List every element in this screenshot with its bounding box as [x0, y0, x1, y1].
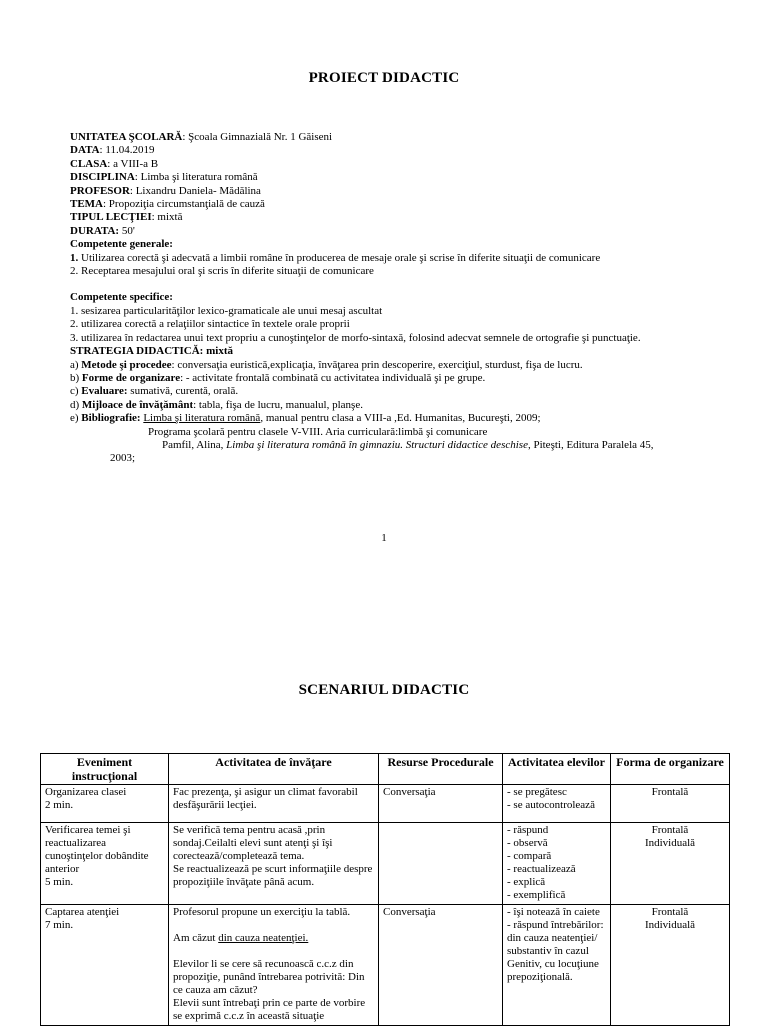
activity-text: Elevii sunt întrebaţi prin ce parte de vorbire se exprimă c.c.z în această situaţie	[173, 997, 366, 1022]
clasa-value: : a VIII-a B	[107, 157, 159, 170]
tipul-label: TIPUL LECŢIEI	[70, 211, 152, 224]
disciplina-value: : Limba şi literatura română	[134, 171, 258, 184]
metode-label: Metode şi procedee	[81, 358, 172, 371]
student-activity: - explică	[507, 876, 546, 888]
event-duration: 5 min.	[45, 876, 74, 888]
resources-cell: Conversaţia	[379, 905, 503, 1026]
student-activity: - observă	[507, 837, 548, 849]
book3-year: 2003;	[110, 452, 136, 465]
bibliografie-label: Bibliografie:	[81, 412, 141, 425]
form-value: Individuală	[644, 837, 696, 849]
evaluare-label: Evaluare:	[81, 385, 128, 398]
activity-example	[173, 932, 374, 945]
student-activity: - exemplifică	[507, 889, 566, 901]
event-cell	[41, 905, 169, 1026]
durata-label: DURATA:	[70, 224, 120, 237]
mijloace-text: : tabla, fişa de lucru, manualul, planşe.	[193, 398, 363, 411]
activity-cell	[169, 785, 379, 823]
unitatea-label: UNITATEA ŞCOLARĂ	[70, 131, 183, 143]
header-activitatea-elevilor: Activitatea elevilor	[503, 754, 611, 785]
event-cell	[41, 785, 169, 823]
scenario-table	[40, 753, 730, 1026]
table-header-row	[41, 754, 730, 785]
data-value: : 11.04.2019	[99, 144, 155, 157]
form-value: Frontală	[651, 786, 689, 798]
header-resurse: Resurse Procedurale	[379, 754, 503, 785]
student-activity: - reactualizează	[507, 863, 576, 875]
clasa-label: CLASA	[70, 157, 108, 170]
cs2-text: 2. utilizarea corectă a relaţiilor sintactice în textele orale proprii	[70, 318, 350, 331]
activity-text: Se verifică tema pentru acasă ,prin sondaj.Ceilalti elevi sunt atenţi şi îşi corectează/completează tema.	[173, 824, 333, 862]
durata-value: 50'	[119, 224, 135, 237]
form-cell	[611, 905, 730, 1026]
activity-text: Elevilor li se cere să recunoască c.c.z din propoziţie, punând întrebarea potrivită: Din ce cauza am căzut?	[173, 958, 365, 996]
book3-rest: , Piteşti, Editura Paralela 45,	[527, 438, 654, 451]
event-name: Organizarea clasei	[45, 786, 127, 798]
event-duration: 7 min.	[45, 919, 74, 931]
c-prefix: c)	[70, 385, 82, 398]
book3-title: Limba şi literatura română în gimnaziu. Structuri didactice deschise	[226, 438, 528, 451]
form-cell	[611, 785, 730, 823]
book1-rest: , manual pentru clasa a VIII-a ,Ed. Humanitas, Bucureşti, 2009;	[260, 412, 541, 425]
cs3-text: 3. utilizarea în redactarea unui text propriu a cunoştinţelor de morfo-sintaxă, folosind adecvat semnele de ortografie şi punctuaţie.	[70, 331, 641, 344]
activity-cell	[169, 905, 379, 1026]
e-prefix: e)	[70, 412, 82, 425]
student-activity: - compară	[507, 850, 552, 862]
example-text: Am căzut	[173, 932, 219, 944]
tema-label: TEMA	[70, 198, 103, 211]
page-title: PROIECT DIDACTIC	[308, 70, 460, 86]
student-activity: - îşi notează în caiete	[507, 906, 600, 918]
resources-cell	[379, 823, 503, 905]
mijloace-label: Mijloace de învăţământ	[81, 398, 194, 411]
student-activity: - se autocontrolează	[507, 799, 595, 811]
header-forma: Forma de organizare	[611, 754, 730, 785]
unitatea-value: : Şcoala Gimnazială Nr. 1 Găiseni	[182, 131, 333, 143]
competente-generale-label: Competente generale:	[70, 238, 173, 251]
forme-text: : - activitate frontală combinată cu activitatea individuală şi pe grupe.	[180, 371, 486, 384]
cg1-text: Utilizarea corectă şi adecvată a limbii române în producerea de mesaje orale şi scrise în diferite situaţii de comunicare	[78, 251, 601, 264]
form-value: Frontală	[651, 824, 689, 836]
strategia-label: STRATEGIA DIDACTICĂ: mixtă	[70, 345, 233, 358]
activity-text: Profesorul propune un exerciţiu la tablă.	[173, 906, 351, 918]
event-cell	[41, 823, 169, 905]
data-label: DATA	[70, 144, 100, 157]
resources-cell: Conversaţia	[379, 785, 503, 823]
students-cell	[503, 905, 611, 1026]
disciplina-label: DISCIPLINA	[70, 171, 135, 184]
table-row	[41, 823, 730, 905]
table-row	[41, 785, 730, 823]
metode-text: : conversaţia euristică,explicaţia, învăţarea prin descoperire, exerciţiul, sturdust, fişa de lucru.	[171, 358, 583, 371]
forme-label: Forme de organizare	[81, 371, 181, 384]
tema-value: : Propoziţia circumstanţială de cauză	[103, 198, 265, 211]
cg1-number: 1.	[70, 251, 79, 264]
student-activity: - se pregătesc	[507, 786, 567, 798]
event-duration: 2 min.	[45, 799, 74, 811]
profesor-value: : Lixandru Daniela- Mădălina	[129, 184, 261, 197]
scenario-title: SCENARIUL DIDACTIC	[298, 682, 470, 698]
form-cell	[611, 823, 730, 905]
lesson-info	[70, 131, 710, 466]
b-prefix: b)	[70, 371, 82, 384]
form-value: Frontală	[651, 906, 689, 918]
cs1-text: 1. sesizarea particularităţilor lexico-gramaticale ale unui mesaj ascultat	[70, 304, 383, 317]
students-cell	[503, 785, 611, 823]
profesor-label: PROFESOR	[70, 184, 130, 197]
students-cell	[503, 823, 611, 905]
student-activity: - răspund	[507, 824, 549, 836]
example-underlined: din cauza neatenţiei.	[218, 932, 309, 944]
header-activitate: Activitatea de învăţare	[169, 754, 379, 785]
page-number: 1	[381, 532, 387, 544]
table-row	[41, 905, 730, 1026]
a-prefix: a)	[70, 358, 82, 371]
cg2-text: 2. Receptarea mesajului oral şi scris în diferite situaţii de comunicare	[70, 265, 374, 278]
activity-cell	[169, 823, 379, 905]
book1-title: Limba şi literatura română	[143, 412, 261, 425]
header-eveniment: Eveniment instrucţional	[41, 754, 169, 785]
student-activity: - răspund întrebărilor: din cauza neatenţiei/ substantiv în cazul Genitiv, cu locuţiune prepoziţională.	[507, 919, 604, 983]
activity-text: Fac prezenţa, şi asigur un climat favorabil desfăşurării lecţiei.	[173, 786, 358, 811]
event-name: Verificarea temei şi reactualizarea cunoştinţelor dobândite anterior	[45, 824, 149, 875]
tipul-value: : mixtă	[151, 211, 183, 224]
book2: Programa şcolară pentru clasele V-VIII. Aria curriculară:limbă şi comunicare	[148, 425, 488, 438]
book3-author: Pamfil, Alina,	[162, 438, 227, 451]
evaluare-text: sumativă, curentă, orală.	[127, 385, 239, 398]
competente-specifice-label: Competente specifice:	[70, 291, 173, 304]
activity-text: Se reactualizează pe scurt informaţiile despre propoziţiile învăţate până acum.	[173, 863, 373, 888]
d-prefix: d)	[70, 398, 82, 411]
form-value: Individuală	[644, 919, 696, 931]
event-name: Captarea atenţiei	[45, 906, 120, 918]
